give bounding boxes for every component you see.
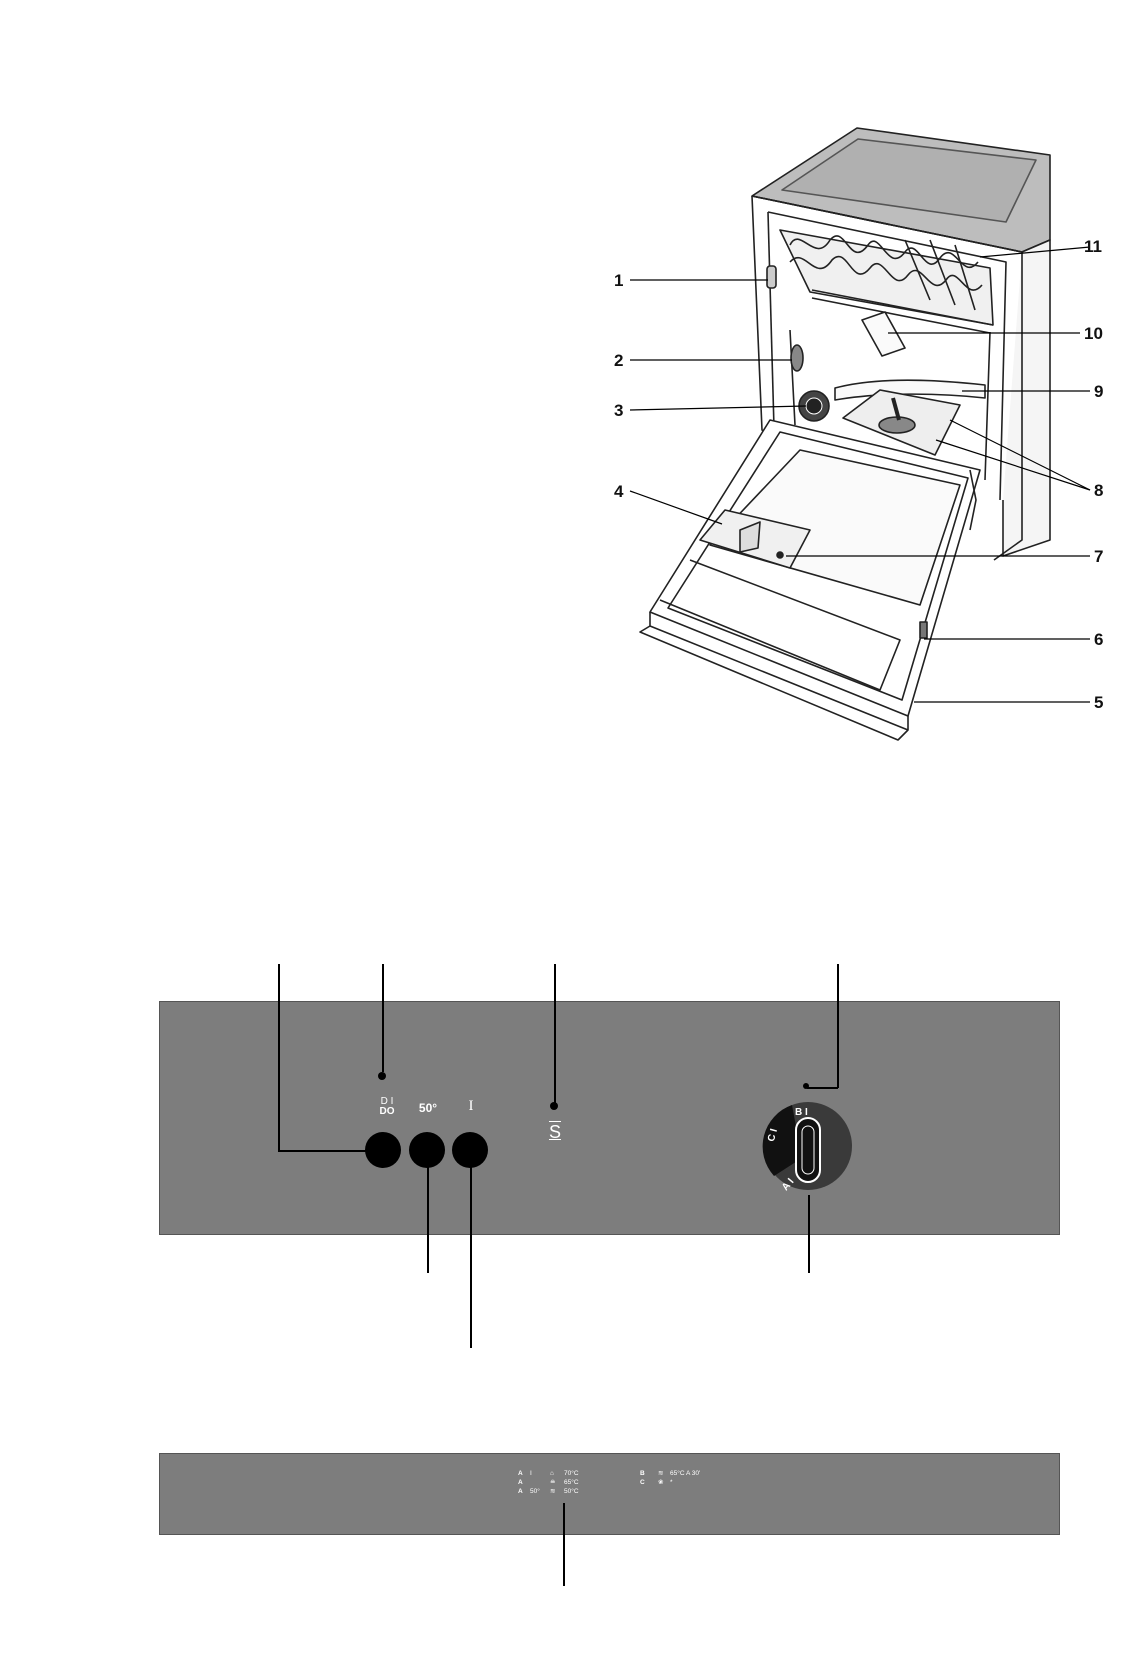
dial-mark-c: C I — [766, 1127, 780, 1143]
callout-5: 5 — [1094, 693, 1104, 712]
callout-11: 11 — [1084, 237, 1102, 256]
dial-mark-a: A I — [780, 1176, 797, 1194]
rinse-icon: ❀ — [658, 1479, 664, 1486]
leader-line — [554, 964, 556, 1105]
half-load-symbol-bottom: DO — [379, 1106, 395, 1117]
leader-line — [382, 964, 384, 1072]
half-load-button[interactable] — [365, 1132, 401, 1168]
callout-8: 8 — [1094, 481, 1104, 500]
callout-3: 3 — [614, 401, 624, 420]
dishwasher-illustration — [0, 0, 1123, 760]
legend-temp: 50°C — [564, 1488, 579, 1495]
power-button[interactable] — [452, 1132, 488, 1168]
legend-temp: 65°C — [564, 1479, 579, 1486]
callout-7: 7 — [1094, 547, 1104, 566]
leader-line — [427, 1150, 429, 1273]
legend-row — [518, 1488, 579, 1496]
legend-row — [640, 1470, 700, 1478]
leader-line — [807, 1087, 838, 1089]
legend-row — [640, 1479, 673, 1487]
temp-button-label: 50° — [418, 1101, 438, 1115]
callout-10: 10 — [1084, 324, 1103, 343]
callout-4: 4 — [614, 482, 624, 501]
callout-2: 2 — [614, 351, 624, 370]
leader-line — [808, 1195, 810, 1273]
legend-temp: 70°C — [564, 1470, 579, 1477]
leader-line — [563, 1503, 565, 1586]
legend-program: A — [518, 1479, 523, 1486]
power-button-label: I — [468, 1098, 474, 1114]
legend-program: A — [518, 1488, 523, 1495]
half-load-indicator-light — [378, 1072, 386, 1080]
temp-50-button[interactable] — [409, 1132, 445, 1168]
callout-1: 1 — [614, 271, 624, 290]
legend-program: B — [640, 1470, 645, 1477]
salt-indicator-light — [550, 1102, 558, 1110]
legend-text: * — [670, 1479, 673, 1486]
program-legend-panel — [159, 1453, 1060, 1535]
salt-symbol: S — [548, 1122, 561, 1142]
glasses-icon: ≋ — [550, 1488, 556, 1495]
legend-row — [518, 1470, 579, 1478]
program-indicator-light — [803, 1083, 809, 1089]
legend-row — [518, 1479, 579, 1487]
leader-line — [470, 1150, 472, 1348]
legend-button: I — [530, 1470, 532, 1477]
control-panel — [159, 1001, 1060, 1235]
legend-button: 50° — [530, 1488, 540, 1495]
plates-icon: ≘ — [550, 1479, 556, 1486]
dial-mark-b: B I — [795, 1107, 808, 1118]
quick-icon: ≋ — [658, 1470, 664, 1477]
callout-9: 9 — [1094, 382, 1104, 401]
callout-6: 6 — [1094, 630, 1104, 649]
legend-program: A — [518, 1470, 523, 1477]
leader-line — [837, 964, 839, 1088]
legend-text: 65°C A 30' — [670, 1470, 701, 1477]
half-load-symbol-top: D I — [380, 1096, 394, 1107]
half-load-symbol — [374, 1097, 400, 1117]
leader-line — [278, 964, 280, 1151]
legend-program: C — [640, 1479, 645, 1486]
program-dial[interactable] — [762, 1100, 854, 1192]
pot-icon: ⌂ — [550, 1470, 554, 1477]
